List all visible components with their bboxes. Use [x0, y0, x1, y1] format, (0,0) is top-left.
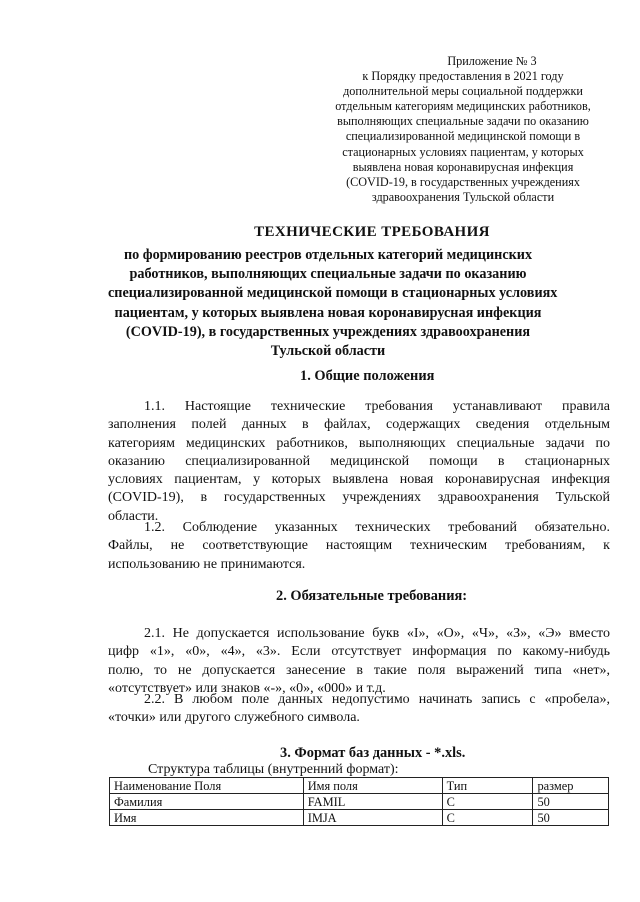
appendix-line: здравоохранения Тульской области — [371, 189, 555, 204]
document-subtitle — [108, 246, 558, 361]
subtitle-line: работников, выполняющих специальные задачи по оказанию — [129, 266, 527, 283]
column-header-size: размер — [533, 778, 609, 794]
paragraph-line: категориям медицинских работников, выполняющих специальные задачи по — [108, 435, 610, 451]
table-structure-label: Структура таблицы (внутренний формат): — [148, 762, 399, 777]
paragraph-1-2 — [108, 519, 610, 574]
paragraph-line: 1.2. Соблюдение указанных технических требований обязательно. — [144, 520, 610, 535]
document-title: ТЕХНИЧЕСКИЕ ТРЕБОВАНИЯ — [254, 224, 490, 240]
table-row — [110, 810, 609, 826]
column-header-field-name: Наименование Поля — [110, 778, 304, 794]
fields-table — [109, 777, 609, 826]
appendix-line: стационарных условиях пациентам, у которых — [342, 144, 584, 159]
paragraph-line: «точки» или другого служебного символа. — [108, 710, 360, 726]
appendix-line: (COVID-19, в государственных учреждениях — [346, 174, 580, 189]
subtitle-line: пациентам, у которых выявлена новая коронавирусная инфекция — [114, 304, 542, 321]
table-header-row — [110, 778, 609, 794]
table-cell: 50 — [533, 794, 609, 810]
paragraph-line: 2.1. Не допускается использование букв «I», «О», «Ч», «З», «Э» вместо — [144, 626, 610, 641]
paragraph-2-1 — [108, 625, 610, 698]
table-cell: Фамилия — [110, 794, 304, 810]
subtitle-line: (COVID-19), в государственных учреждениях здравоохранения — [125, 323, 531, 340]
paragraph-line: заполнения полей данных в файлах, содержащих сведения отдельным — [108, 417, 610, 433]
table-cell: FAMIL — [303, 794, 442, 810]
appendix-note — [318, 54, 608, 205]
appendix-line: выполняющих специальные задачи по оказанию — [337, 114, 589, 129]
appendix-line: отдельным категориям медицинских работников, — [335, 99, 591, 114]
column-header-field-id: Имя поля — [303, 778, 442, 794]
paragraph-line: области. — [108, 508, 159, 524]
paragraph-line: (COVID-19), в государственных учреждениях здравоохранения Тульской — [108, 490, 610, 506]
column-header-type: Тип — [442, 778, 533, 794]
table-cell: Имя — [110, 810, 304, 826]
paragraph-line: оказанию специализированной медицинской помощи в стационарных — [108, 453, 610, 469]
subtitle-line: Тульской области — [270, 343, 386, 360]
paragraph-line: 2.2. В любом поле данных недопустимо начинать запись с «пробела», — [144, 692, 610, 707]
paragraph-line: цифр «1», «0», «4», «3». Если отсутствует информация по какому-нибудь — [108, 644, 610, 660]
section-1-heading: 1. Общие положения — [300, 368, 435, 384]
paragraph-2-2 — [108, 691, 610, 728]
appendix-line: дополнительной меры социальной поддержки — [343, 84, 583, 99]
paragraph-line: Файлы, не соответствующие настоящим техническим требованиям, к — [108, 538, 610, 554]
appendix-line: Приложение № 3 — [447, 54, 537, 68]
section-3-heading: 3. Формат баз данных - *.xls. — [280, 745, 466, 761]
table-cell: C — [442, 810, 533, 826]
paragraph-line: условиях пациентам, у которых выявлена новая коронавирусная инфекция — [108, 472, 610, 488]
table-row — [110, 794, 609, 810]
paragraph-line: использованию не принимаются. — [108, 556, 306, 572]
appendix-line: к Порядку предоставления в 2021 году — [362, 69, 564, 84]
subtitle-line: специализированной медицинской помощи в стационарных условиях — [108, 285, 558, 302]
table-cell: C — [442, 794, 533, 810]
appendix-line: специализированной медицинской помощи в — [345, 129, 581, 144]
paragraph-line: полю, то не допускается занесение в такие поля выражений типа «нет», — [108, 662, 610, 678]
paragraph-1-1 — [108, 398, 610, 526]
paragraph-line: 1.1. Настоящие технические требования устанавливают правила — [144, 399, 610, 414]
appendix-line: выявлена новая коронавирусная инфекция — [352, 159, 574, 174]
table-cell: IMJA — [303, 810, 442, 826]
section-2-heading: 2. Обязательные требования: — [276, 588, 468, 604]
paragraph-line: «отсутствует» или знаков «-», «0», «000» и т.д. — [108, 680, 386, 696]
table-cell: 50 — [533, 810, 609, 826]
subtitle-line: по формированию реестров отдельных категорий медицинских — [123, 247, 533, 263]
